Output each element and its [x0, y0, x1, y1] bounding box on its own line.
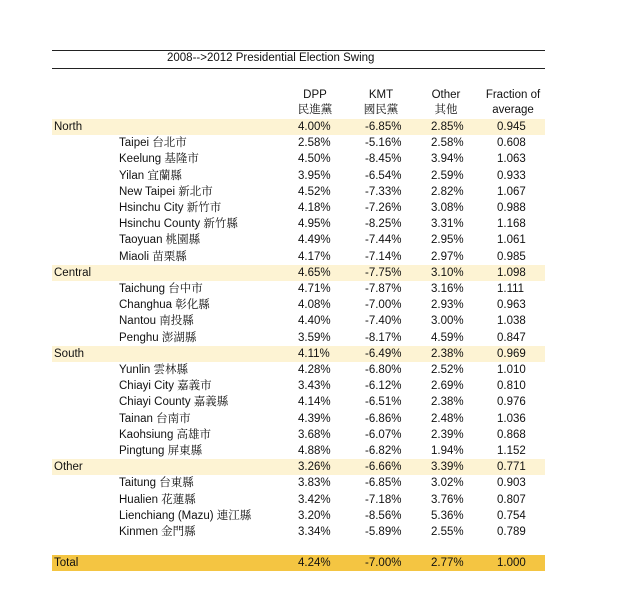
table-row: [52, 394, 545, 410]
other-swing: 1.94%: [431, 445, 464, 457]
dpp-swing: 3.26%: [298, 461, 331, 474]
header-other-en: Other: [431, 89, 461, 101]
fraction-of-average: 0.985: [497, 250, 526, 263]
dpp-swing: 4.40%: [298, 315, 331, 328]
county-label: Lienchiang (Mazu) 連江縣: [119, 509, 252, 522]
other-swing: 2.82%: [431, 185, 464, 198]
county-label: Yunlin 雲林縣: [119, 364, 189, 376]
table-row: [52, 249, 545, 265]
dpp-swing: 2.58%: [298, 137, 331, 150]
kmt-swing: -8.45%: [365, 153, 402, 166]
other-swing: 3.39%: [431, 461, 464, 474]
fraction-of-average: 0.807: [497, 493, 526, 506]
other-swing: 2.69%: [431, 380, 464, 393]
dpp-swing: 4.52%: [298, 185, 331, 198]
fraction-of-average: 1.098: [497, 266, 526, 279]
fraction-of-average: 0.608: [497, 137, 526, 150]
fraction-of-average: 1.010: [497, 364, 526, 376]
header-other: [421, 88, 471, 118]
fraction-of-average: 0.868: [497, 428, 526, 441]
dpp-swing: 4.00%: [298, 121, 331, 133]
dpp-swing: 4.50%: [298, 153, 331, 166]
dpp-swing: 3.59%: [298, 331, 331, 344]
dpp-swing: 3.20%: [298, 509, 331, 522]
total-other: 2.77%: [431, 557, 464, 569]
fraction-of-average: 1.111: [497, 283, 525, 295]
other-swing: 2.38%: [431, 396, 464, 409]
fraction-of-average: 1.067: [497, 185, 526, 198]
county-label: Hualien 花蓮縣: [119, 493, 196, 506]
other-swing: 3.10%: [431, 266, 464, 279]
other-swing: 2.39%: [431, 428, 464, 441]
kmt-swing: -7.44%: [365, 234, 402, 247]
county-label: Hsinchu County 新竹縣: [119, 218, 238, 231]
county-label: Kaohsiung 高雄市: [119, 428, 212, 441]
fraction-of-average: 0.945: [497, 121, 526, 133]
header-kmt-en: KMT: [368, 89, 394, 101]
table-title: 2008-->2012 Presidential Election Swing: [167, 52, 375, 64]
header-fraction-line1: Fraction of: [485, 89, 541, 101]
dpp-swing: 4.18%: [298, 202, 331, 214]
header-kmt-zh: 國民黨: [363, 104, 399, 116]
other-swing: 2.85%: [431, 121, 464, 133]
table-row: [52, 492, 545, 508]
dpp-swing: 4.28%: [298, 364, 331, 376]
fraction-of-average: 0.988: [497, 202, 526, 214]
county-label: Miaoli 苗栗縣: [119, 250, 187, 263]
other-swing: 3.02%: [431, 477, 464, 490]
region-label: Other: [54, 461, 83, 474]
kmt-swing: -8.17%: [365, 331, 402, 344]
header-dpp: [290, 88, 340, 118]
kmt-swing: -6.66%: [365, 461, 402, 474]
other-swing: 2.95%: [431, 234, 464, 247]
county-label: Chiayi City 嘉義市: [119, 380, 212, 393]
kmt-swing: -7.00%: [365, 299, 402, 312]
county-label: Kinmen 金門縣: [119, 526, 196, 538]
other-swing: 3.31%: [431, 218, 464, 231]
total-fraction: 1.000: [497, 557, 526, 569]
dpp-swing: 4.88%: [298, 445, 331, 457]
table-row: [52, 168, 545, 184]
kmt-swing: -6.85%: [365, 121, 402, 133]
fraction-of-average: 0.810: [497, 380, 526, 393]
kmt-swing: -5.89%: [365, 526, 402, 538]
fraction-of-average: 0.903: [497, 477, 526, 490]
other-swing: 2.52%: [431, 364, 464, 376]
fraction-of-average: 0.771: [497, 461, 526, 474]
kmt-swing: -7.18%: [365, 493, 402, 506]
other-swing: 3.94%: [431, 153, 464, 166]
kmt-swing: -7.40%: [365, 315, 402, 328]
total-dpp: 4.24%: [298, 557, 331, 569]
fraction-of-average: 1.061: [497, 234, 526, 247]
kmt-swing: -6.12%: [365, 380, 402, 393]
dpp-swing: 4.11%: [298, 347, 330, 360]
kmt-swing: -6.86%: [365, 412, 402, 425]
other-swing: 3.08%: [431, 202, 464, 214]
region-row: [52, 265, 545, 281]
county-label: Penghu 澎湖縣: [119, 331, 197, 344]
table-row: [52, 135, 545, 151]
kmt-swing: -6.51%: [365, 396, 402, 409]
kmt-swing: -5.16%: [365, 137, 402, 150]
dpp-swing: 4.17%: [298, 250, 331, 263]
kmt-swing: -6.80%: [365, 364, 402, 376]
kmt-swing: -8.56%: [365, 509, 402, 522]
county-label: New Taipei 新北市: [119, 185, 213, 198]
other-swing: 3.76%: [431, 493, 464, 506]
county-label: Taipei 台北市: [119, 137, 187, 150]
fraction-of-average: 1.063: [497, 153, 526, 166]
dpp-swing: 4.39%: [298, 412, 331, 425]
kmt-swing: -6.82%: [365, 445, 402, 457]
fraction-of-average: 0.754: [497, 509, 526, 522]
county-label: Pingtung 屏東縣: [119, 445, 203, 457]
county-label: Changhua 彰化縣: [119, 299, 210, 312]
fraction-of-average: 0.789: [497, 526, 526, 538]
dpp-swing: 3.95%: [298, 169, 331, 182]
dpp-swing: 4.65%: [298, 266, 331, 279]
kmt-swing: -6.54%: [365, 169, 402, 182]
fraction-of-average: 0.976: [497, 396, 526, 409]
county-label: Taitung 台東縣: [119, 477, 194, 490]
other-swing: 2.38%: [431, 347, 464, 360]
kmt-swing: -7.87%: [365, 283, 402, 295]
fraction-of-average: 1.038: [497, 315, 526, 328]
header-other-zh: 其他: [434, 104, 458, 116]
total-kmt: -7.00%: [365, 557, 402, 569]
region-row: [52, 459, 545, 475]
region-row: [52, 119, 545, 135]
dpp-swing: 4.49%: [298, 234, 331, 247]
dpp-swing: 4.71%: [298, 283, 331, 295]
table-row: [52, 184, 545, 200]
table-row: [52, 475, 545, 491]
table-row: [52, 281, 545, 297]
fraction-of-average: 0.847: [497, 331, 526, 344]
table-row: [52, 508, 545, 524]
total-row: [52, 555, 545, 571]
other-swing: 2.93%: [431, 299, 464, 312]
other-swing: 2.55%: [431, 526, 464, 538]
region-row: [52, 346, 545, 362]
title-rule: [52, 68, 545, 69]
fraction-of-average: 1.152: [497, 445, 526, 457]
table-row: [52, 216, 545, 232]
fraction-of-average: 0.933: [497, 169, 526, 182]
kmt-swing: -6.49%: [365, 347, 402, 360]
dpp-swing: 3.83%: [298, 477, 331, 490]
header-fraction-line2: average: [492, 104, 534, 116]
county-label: Taoyuan 桃園縣: [119, 234, 201, 247]
header-fraction: [476, 88, 550, 118]
table-row: [52, 200, 545, 216]
fraction-of-average: 1.036: [497, 412, 526, 425]
other-swing: 2.97%: [431, 250, 464, 263]
table-row: [52, 378, 545, 394]
county-label: Nantou 南投縣: [119, 315, 194, 328]
fraction-of-average: 1.168: [497, 218, 526, 231]
table-row: [52, 232, 545, 248]
county-label: Hsinchu City 新竹市: [119, 202, 222, 214]
county-label: Chiayi County 嘉義縣: [119, 396, 229, 409]
table-row: [52, 443, 545, 459]
header-dpp-en: DPP: [303, 89, 327, 101]
other-swing: 4.59%: [431, 331, 464, 344]
table-row: [52, 427, 545, 443]
fraction-of-average: 0.969: [497, 347, 526, 360]
kmt-swing: -7.14%: [365, 250, 402, 263]
county-label: Taichung 台中市: [119, 283, 203, 295]
top-rule: [52, 50, 545, 51]
header-dpp-zh: 民進黨: [297, 104, 333, 116]
kmt-swing: -8.25%: [365, 218, 402, 231]
table-row: [52, 313, 545, 329]
region-label: South: [54, 347, 85, 360]
region-label: North: [54, 121, 83, 133]
region-label: Central: [54, 266, 92, 279]
other-swing: 2.59%: [431, 169, 464, 182]
county-label: Yilan 宜蘭縣: [119, 169, 182, 182]
kmt-swing: -7.75%: [365, 266, 402, 279]
other-swing: 2.48%: [431, 412, 464, 425]
table-row: [52, 524, 545, 540]
kmt-swing: -7.33%: [365, 185, 402, 198]
kmt-swing: -6.85%: [365, 477, 402, 490]
kmt-swing: -7.26%: [365, 202, 402, 214]
header-kmt: [356, 88, 406, 118]
dpp-swing: 3.34%: [298, 526, 331, 538]
dpp-swing: 4.14%: [298, 396, 331, 409]
other-swing: 3.00%: [431, 315, 464, 328]
dpp-swing: 4.08%: [298, 299, 331, 312]
county-label: Tainan 台南市: [119, 412, 191, 425]
county-label: Keelung 基隆市: [119, 153, 199, 166]
kmt-swing: -6.07%: [365, 428, 402, 441]
dpp-swing: 3.42%: [298, 493, 331, 506]
dpp-swing: 3.68%: [298, 428, 331, 441]
other-swing: 3.16%: [431, 283, 464, 295]
other-swing: 5.36%: [431, 509, 464, 522]
dpp-swing: 4.95%: [298, 218, 331, 231]
table-row: [52, 362, 545, 378]
table-row: [52, 297, 545, 313]
table-row: [52, 151, 545, 167]
dpp-swing: 3.43%: [298, 380, 331, 393]
table-row: [52, 330, 545, 346]
total-label: Total: [54, 557, 79, 569]
table-row: [52, 411, 545, 427]
fraction-of-average: 0.963: [497, 299, 526, 312]
other-swing: 2.58%: [431, 137, 464, 150]
